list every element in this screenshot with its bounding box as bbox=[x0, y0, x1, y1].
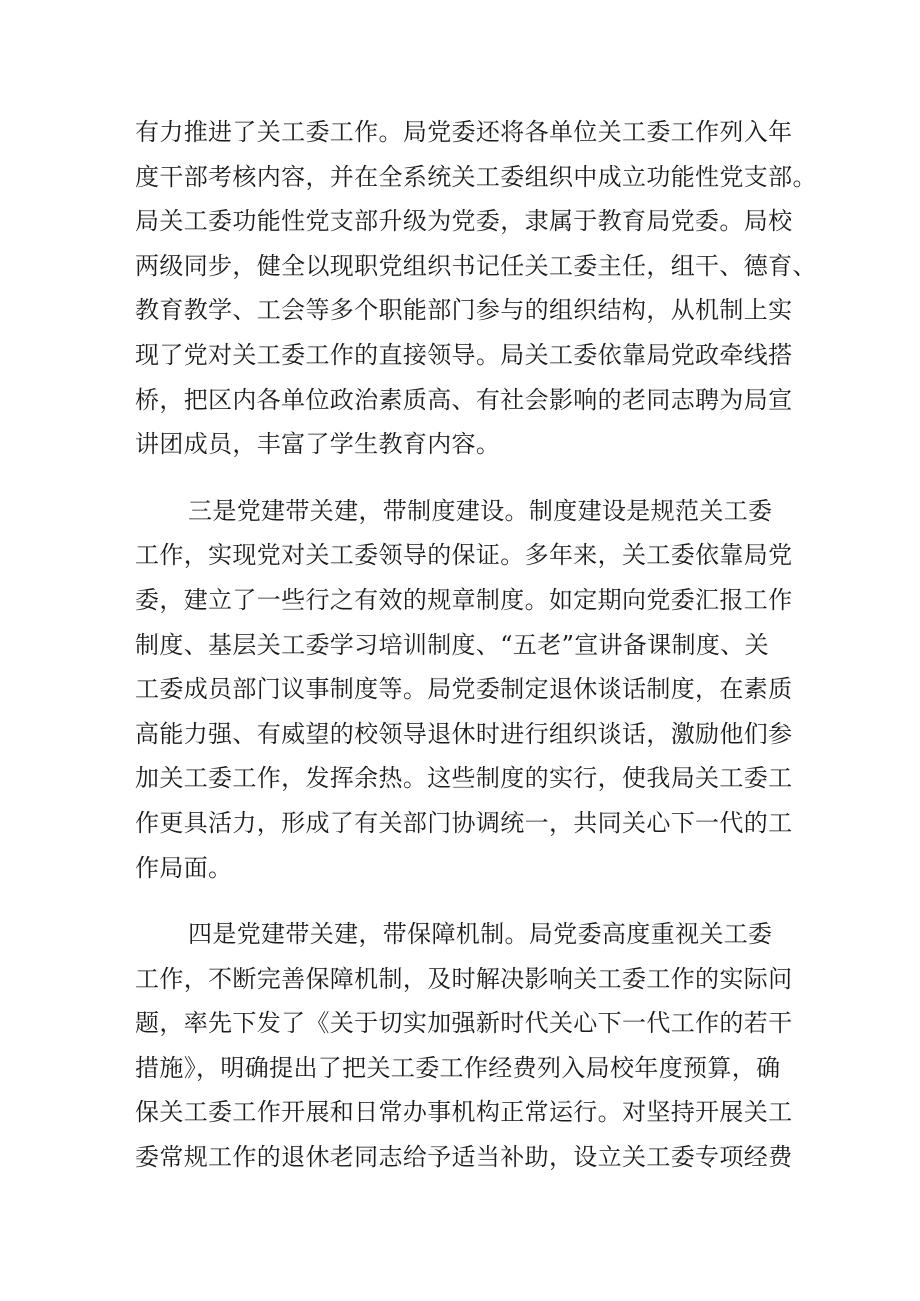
text-line: 委，建立了一些行之有效的规章制度。如定期向党委汇报工作 bbox=[135, 585, 793, 614]
text-line: 高能力强、有威望的校领导退休时进行组织谈话，激励他们参 bbox=[135, 719, 793, 748]
document-body bbox=[135, 110, 817, 1180]
text-line: 现了党对关工委工作的直接领导。局关工委依靠局党政牵线搭 bbox=[135, 340, 793, 369]
text-line: 局关工委功能性党支部升级为党委，隶属于教育局党委。局校 bbox=[135, 207, 793, 236]
text-line: 四是党建带关建，带保障机制。局党委高度重视关工委 bbox=[188, 920, 773, 949]
paragraph-spacer bbox=[135, 890, 790, 912]
text-line: 两级同步，健全以现职党组织书记任关工委主任，组干、德育、 bbox=[135, 251, 817, 280]
text-line: 作局面。 bbox=[135, 853, 233, 882]
text-line: 工委成员部门议事制度等。局党委制定退休谈话制度，在素质 bbox=[135, 675, 793, 704]
text-line: 加关工委工作，发挥余热。这些制度的实行，使我局关工委工 bbox=[135, 764, 793, 793]
paragraph-1 bbox=[135, 110, 817, 467]
paragraph-3 bbox=[135, 912, 793, 1180]
text-line: 三是党建带关建，带制度建设。制度建设是规范关工委 bbox=[188, 496, 773, 525]
text-line: 委常规工作的退休老同志给予适当补助，设立关工委专项经费 bbox=[135, 1143, 793, 1172]
text-line: 保关工委工作开展和日常办事机构正常运行。对坚持开展关工 bbox=[135, 1098, 793, 1127]
text-line: 工作，实现党对关工委领导的保证。多年来，关工委依靠局党 bbox=[135, 541, 793, 570]
text-line: 制度、基层关工委学习培训制度、“五老”宣讲备课制度、关 bbox=[135, 630, 769, 659]
paragraph-2 bbox=[135, 489, 793, 890]
text-line: 讲团成员，丰富了学生教育内容。 bbox=[135, 430, 501, 459]
text-line: 工作，不断完善保障机制，及时解决影响关工委工作的实际问 bbox=[135, 964, 793, 993]
text-line: 教育教学、工会等多个职能部门参与的组织结构，从机制上实 bbox=[135, 296, 793, 325]
text-line: 作更具活力，形成了有关部门协调统一，共同关心下一代的工 bbox=[135, 808, 793, 837]
paragraph-spacer bbox=[135, 467, 790, 489]
text-line: 桥，把区内各单位政治素质高、有社会影响的老同志聘为局宣 bbox=[135, 385, 793, 414]
text-line: 有力推进了关工委工作。局党委还将各单位关工委工作列入年 bbox=[135, 118, 793, 146]
text-line: 措施》，明确提出了把关工委工作经费列入局校年度预算，确 bbox=[135, 1053, 781, 1082]
text-line: 度干部考核内容，并在全系统关工委组织中成立功能性党支部。 bbox=[135, 162, 817, 191]
text-line: 题，率先下发了《关于切实加强新时代关心下一代工作的若干 bbox=[135, 1009, 793, 1038]
